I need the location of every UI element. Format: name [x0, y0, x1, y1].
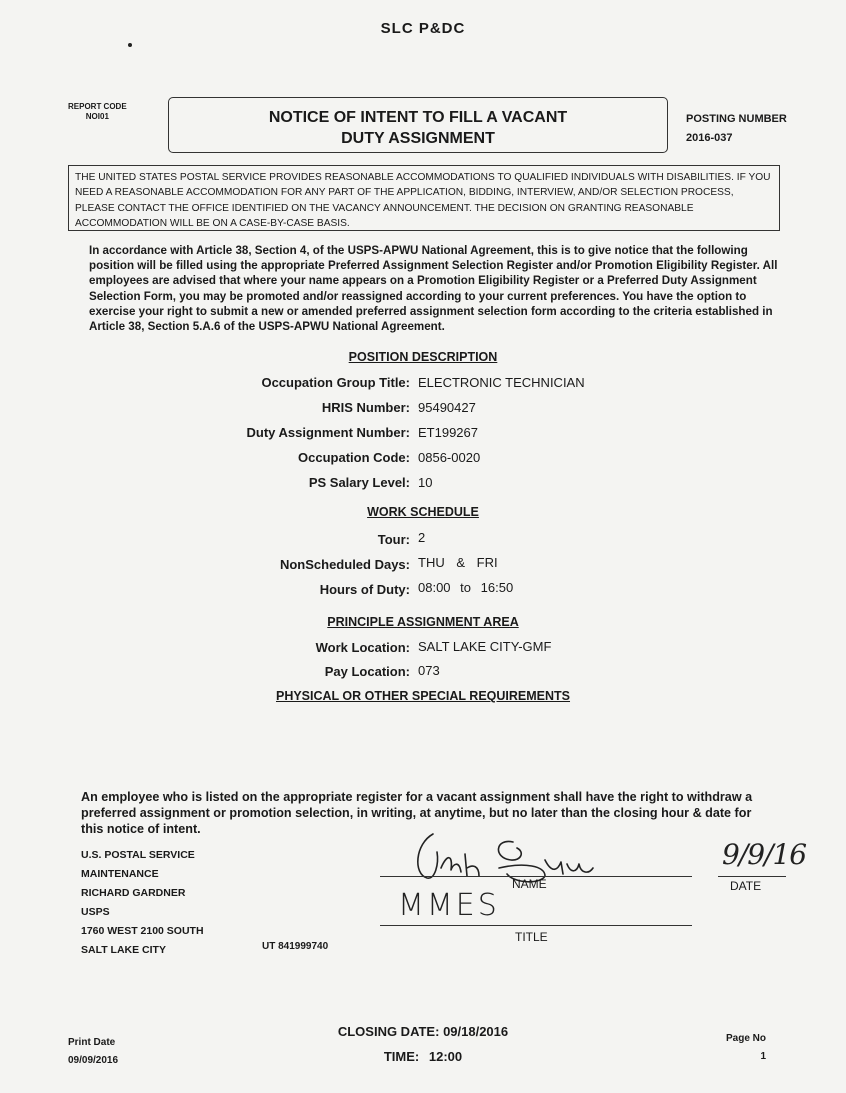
hris-value: 95490427	[418, 400, 476, 415]
end-time: 16:50	[480, 580, 514, 595]
pay-location-value: 073	[418, 663, 440, 678]
intro-paragraph: In accordance with Article 38, Section 4, of the USPS-APWU National Agreement, this is to give notice that the following position will be filled using the appropriate Preferred Assignment Selection Register and/or Promotion Eligibility Register. All employees are advised that where your name appears on a Promotion Eligibility Register or a Preferred Duty Assignment Selection Form, you may be promoted and/or reassigned according to your current preferences. You have the option to exercise your right to submit a new or amended preferred assignment selection form according to the criteria established in Article 38, Section 5.A.6 of the USPS-APWU National Agreement.	[89, 244, 778, 334]
tour-label: Tour:	[377, 532, 410, 547]
nonscheduled-days-value	[418, 555, 498, 570]
address-line-3: RICHARD GARDNER	[81, 887, 186, 899]
handwritten-title: MMES	[398, 888, 500, 923]
page-value: 1	[760, 1051, 766, 1062]
address-line-6: SALT LAKE CITY	[81, 944, 166, 956]
duty-assignment-label: Duty Assignment Number:	[246, 425, 410, 440]
print-date	[68, 1034, 118, 1070]
address-block	[81, 846, 204, 960]
occupation-group-value: ELECTRONIC TECHNICIAN	[418, 375, 585, 390]
hours-of-duty-label: Hours of Duty:	[319, 582, 410, 597]
speck	[128, 43, 132, 47]
address-line-1: U.S. POSTAL SERVICE	[81, 849, 195, 861]
time-to: to	[460, 580, 472, 595]
occupation-group-label: Occupation Group Title:	[261, 375, 410, 390]
closing-date-label: CLOSING DATE:	[337, 1024, 440, 1039]
salary-level-value: 10	[418, 475, 433, 490]
schedule-heading: WORK SCHEDULE	[367, 505, 479, 519]
title-label: TITLE	[515, 930, 548, 944]
hours-of-duty-value	[418, 580, 513, 595]
office-name: SLC P&DC	[380, 20, 466, 37]
withdraw-paragraph: An employee who is listed on the appropriate register for a vacant assignment shall have the right to withdraw a preferred assignment or promotion selection, in writing, at anytime, but no later than the closing hour & date for this notice of intent.	[81, 790, 753, 836]
day-1: THU	[418, 555, 445, 570]
work-location-value: SALT LAKE CITY-GMF	[418, 639, 552, 654]
salary-level-label: PS Salary Level:	[308, 475, 410, 490]
area-heading: PRINCIPLE ASSIGNMENT AREA	[327, 615, 519, 629]
start-time: 08:00	[418, 580, 451, 595]
date-label: DATE	[730, 879, 762, 893]
accommodation-notice: THE UNITED STATES POSTAL SERVICE PROVIDES REASONABLE ACCOMMODATIONS TO QUALIFIED INDIVIDUALS WITH DISABILITIES. IF YOU NEED A REASONABLE ACCOMMODATION FOR ANY PART OF THE APPLICATION, BIDDING, INTERVIEW, AND/OR SELECTION PROCESS, PLEASE CONTACT THE OFFICE IDENTIFIED ON THE VACANCY ANNOUNCEMENT. THE DECISION ON GRANTING REASONABLE ACCOMMODATION WILL BE ON A CASE-BY-CASE BASIS.	[68, 165, 780, 231]
occupation-code-label: Occupation Code:	[298, 450, 410, 465]
posting-number	[686, 110, 787, 148]
day-separator: &	[456, 555, 466, 570]
title-line-1: NOTICE OF INTENT TO FILL A VACANT	[268, 109, 568, 126]
posting-value: 2016-037	[686, 132, 733, 144]
hris-label: HRIS Number:	[321, 400, 410, 415]
occupation-code-value: 0856-0020	[418, 450, 481, 465]
state-zip: UT 841999740	[262, 941, 329, 952]
address-line-2: MAINTENANCE	[81, 868, 159, 880]
closing-date-value: 09/18/2016	[443, 1024, 509, 1039]
posting-label: POSTING NUMBER	[686, 113, 787, 125]
title-line	[380, 925, 692, 926]
nonscheduled-days-label: NonScheduled Days:	[279, 557, 410, 572]
work-location-label: Work Location:	[315, 640, 410, 655]
page-number	[720, 1030, 766, 1066]
requirements-heading: PHYSICAL OR OTHER SPECIAL REQUIREMENTS	[275, 689, 571, 703]
address-line-4: USPS	[81, 906, 110, 918]
print-date-value: 09/09/2016	[68, 1055, 119, 1066]
closing-time-label: TIME:	[383, 1049, 420, 1064]
position-heading: POSITION DESCRIPTION	[348, 350, 498, 364]
report-code-label: REPORT CODE	[68, 102, 127, 111]
print-date-label: Print Date	[68, 1037, 116, 1048]
tour-value: 2	[418, 530, 426, 545]
pay-location-label: Pay Location:	[324, 664, 410, 679]
document-title-box	[168, 97, 668, 153]
report-code-value: NOI01	[85, 112, 109, 121]
page-label: Page No	[725, 1033, 766, 1044]
title-line-2: DUTY ASSIGNMENT	[341, 130, 495, 147]
day-2: FRI	[476, 555, 498, 570]
name-label: NAME	[512, 877, 547, 891]
duty-assignment-value: ET199267	[418, 425, 478, 440]
address-line-5: 1760 WEST 2100 SOUTH	[81, 925, 204, 937]
report-code	[68, 102, 127, 122]
date-line	[718, 876, 786, 877]
handwritten-date: 9/9/16	[722, 838, 807, 871]
closing-time-value: 12:00	[428, 1049, 463, 1064]
